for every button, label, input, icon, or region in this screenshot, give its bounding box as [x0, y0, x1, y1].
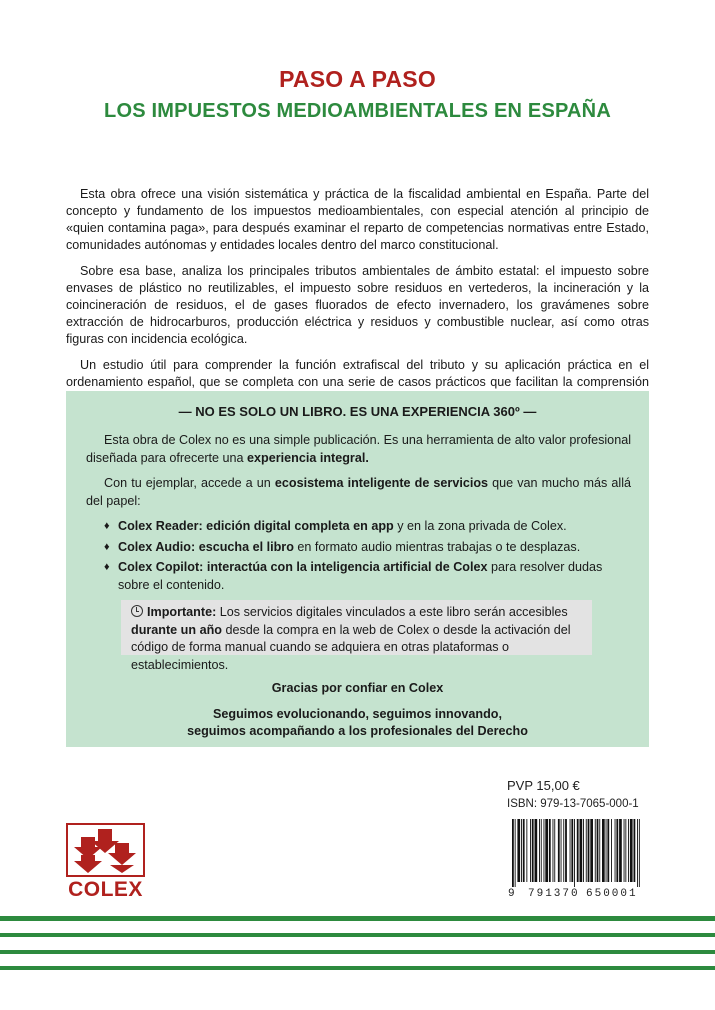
promo-body — [86, 432, 631, 597]
isbn-label: ISBN: 979-13-7065-000-1 — [507, 798, 639, 810]
list-item: ♦ Colex Reader: edición digital completa en app y en la zona privada de Colex. — [104, 518, 631, 536]
green-stripe — [0, 933, 715, 937]
barcode-digit-first: 9 — [508, 888, 515, 900]
clock-icon — [131, 605, 143, 617]
diamond-bullet-icon: ♦ — [104, 561, 110, 573]
diamond-bullet-icon: ♦ — [104, 540, 110, 553]
intro-text — [66, 186, 649, 417]
colex-logo-text: COLEX — [68, 878, 143, 901]
list-item: ♦ Colex Audio: escucha el libro en formato audio mientras trabajas o te desplazas. — [104, 539, 631, 557]
intro-paragraph-3: Un estudio útil para comprender la función extrafiscal del tributo y su aplicación práctica en el ordenamiento español, que se completa con una serie de casos prácticos que facilitan la comprensión — [66, 358, 649, 389]
colex-arrows-logo-icon — [66, 823, 145, 877]
barcode — [506, 819, 645, 887]
intro-paragraph-2: Sobre esa base, analiza los principales tributos ambientales de ámbito estatal: el impuesto sobre envases de plástico no reutilizables, el impuesto sobre residuos en vertederos, la incineración y la coincineración de residuos, el de gases fluorados de efecto invernadero, los gravámenes sobre extracción de hidrocarburos, producción eléctrica y residuos y combustible nuclear, así como otras figuras con incidencia ecológica. — [66, 264, 649, 346]
page-title: PASO A PASO — [279, 66, 436, 92]
page-subtitle: LOS IMPUESTOS MEDIOAMBIENTALES EN ESPAÑA — [104, 100, 611, 122]
note-label: Importante: — [147, 605, 217, 619]
list-item: ♦ Colex Copilot: interactúa con la inteligencia artificial de Colex para resolver dudas sobre el contenido. — [104, 560, 603, 592]
motto-line: Seguimos evolucionando, seguimos innovando, seguimos acompañando a los profesionales del Derecho — [187, 706, 528, 738]
price-label: PVP 15,00 € — [507, 778, 580, 793]
barcode-digits-right: 650001 — [586, 888, 638, 900]
promo-paragraph-1: Esta obra de Colex no es una simple publicación. Es una herramienta de alto valor profesional diseñada para ofrecerte una experiencia integral. — [86, 433, 631, 465]
promo-paragraph-2: Con tu ejemplar, accede a un ecosistema inteligente de servicios que van mucho más allá del papel: — [86, 476, 632, 508]
thanks-line: Gracias por confiar en Colex — [271, 681, 444, 695]
thanks-block — [66, 680, 649, 741]
green-stripe — [0, 916, 715, 921]
promo-box — [66, 391, 649, 747]
intro-paragraph-1: Esta obra ofrece una visión sistemática y práctica de la fiscalidad ambiental en España. Parte del concepto y fundamento de los impuestos medioambientales, con especial atención al principio de «quien contamina paga», para después examinar el reparto de competencias normativas entre Estado, comunidades autónomas y entidades locales dentro del marco constitucional. — [66, 187, 649, 252]
diamond-bullet-icon: ♦ — [104, 520, 110, 532]
green-stripe — [0, 966, 715, 970]
colex-logo — [66, 823, 145, 900]
promo-heading: — NO ES SOLO UN LIBRO. ES UNA EXPERIENCIA 360º — — [178, 404, 537, 419]
green-stripe — [0, 950, 715, 954]
important-note: Importante: Los servicios digitales vinculados a este libro serán accesibles durante un año desde la compra en la web de Colex o desde la activación del código de forma manual cuando se adquiera en otras plataformas o establecimientos. — [121, 600, 592, 655]
barcode-digits-left: 791370 — [528, 888, 580, 900]
services-list — [86, 518, 631, 594]
